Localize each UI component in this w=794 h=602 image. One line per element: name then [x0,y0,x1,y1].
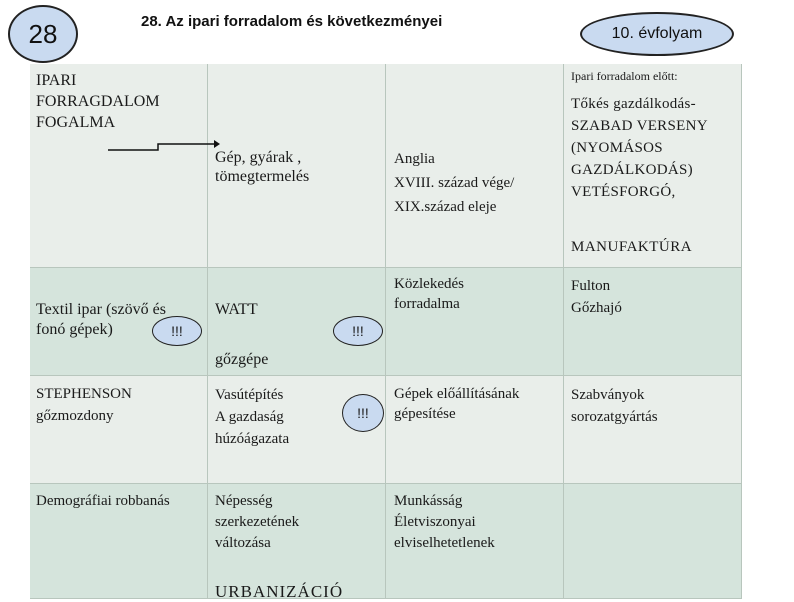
railway-text: Vasútépítés A gazdaság húzóágazata [215,387,290,447]
place-time-text: Anglia XVIII. század vége/ XIX.század eleje [394,151,515,215]
cell-standards-empty [564,484,742,599]
stephenson-text: STEPHENSON gőzmozdony [36,386,132,424]
before-text: Tőkés gazdálkodás- SZABAD VERSENY (NYOMÁSOS GAZDÁLKODÁS) VETÉSFORGÓ, [571,96,708,200]
lesson-number: 28 [28,18,58,49]
page-title: 28. Az ipari forradalom és következményei [141,13,443,30]
working-class-text: Munkásság Életviszonyai elviselhetetlenek [394,493,495,551]
exclamation-badge [152,316,202,346]
transport-text: Közlekedés forradalma [394,276,464,312]
exclamation-badge [333,316,383,346]
machine-production-text: Gépek előállításának gépesítése [394,386,520,422]
grade-label: 10. évfolyam [611,25,703,42]
exclamation-badge [342,394,384,432]
exclamation-text: !!! [352,323,364,339]
exclamation-text: !!! [171,323,183,339]
standards-text: Szabványok sorozatgyártás [571,387,658,425]
grade-badge [580,12,734,56]
urbanization-text: URBANIZÁCIÓ [215,582,344,601]
manufaktura-text: MANUFAKTÚRA [571,239,693,255]
watt-text: WATT [215,301,258,318]
before-label: Ipari forradalom előtt: [571,69,678,83]
lesson-number-badge [8,5,78,63]
machines-text: Gép, gyárak , tömegtermelés [215,149,310,185]
textile-text: Textil ipar (szövő és fonó gépek) [36,301,166,338]
exclamation-text: !!! [357,405,369,421]
steam-engine-text: gőzgépe [215,351,269,368]
population-text: Népesség szerkezetének változása [215,493,300,551]
fulton-text: Fulton Gőzhajó [571,278,622,316]
demography-text: Demográfiai robbanás [36,493,170,509]
arrow-connector [100,135,220,155]
concept-heading: IPARI FORRAGDALOM FOGALMA [36,72,160,131]
